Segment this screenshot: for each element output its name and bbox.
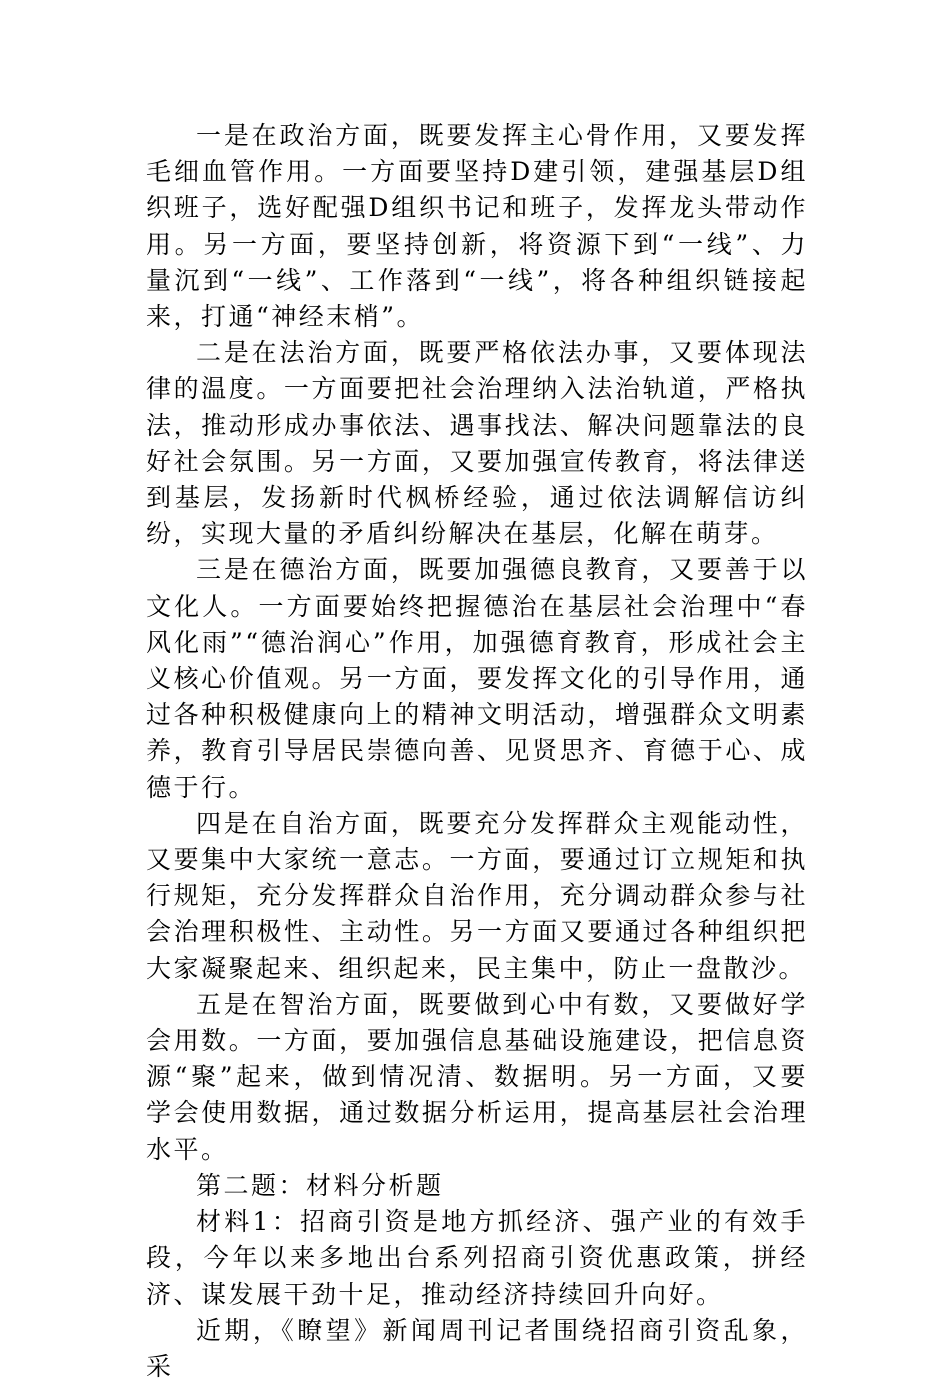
paragraph-rule-of-law: 二是在法治方面，既要严格依法办事，又要体现法律的温度。一方面要把社会治理纳入法治轨道，严格执法，推动形成办事依法、遇事找法、解决问题靠法的良好社会氛围。另一方面，又要加强宣传教育，将法律送到基层，发扬新时代枫桥经验，通过依法调解信访纠纷，实现大量的矛盾纠纷解决在基层，化解在萌芽。	[146, 338, 808, 549]
paragraph-smart-governance: 五是在智治方面，既要做到心中有数，又要做好学会用数。一方面，要加强信息基础设施建设，把信息资源“聚”起来，做到情况清、数据明。另一方面，又要学会使用数据，通过数据分析运用，提高基层社会治理水平。	[146, 989, 808, 1164]
paragraph-political-governance: 一是在政治方面，既要发挥主心骨作用，又要发挥毛细血管作用。一方面要坚持D建引领，建强基层D组织班子，选好配强D组织书记和班子，发挥龙头带动作用。另一方面，要坚持创新，将资源下到“一线”、力量沉到“一线”、工作落到“一线”，将各种组织链接起来，打通“神经末梢”。	[146, 121, 808, 332]
document-body	[146, 118, 808, 1385]
paragraph-self-governance: 四是在自治方面，既要充分发挥群众主观能动性，又要集中大家统一意志。一方面，要通过订立规矩和执行规矩，充分发挥群众自治作用，充分调动群众参与社会治理积极性、主动性。另一方面又要通过各种组织把大家凝聚起来、组织起来，民主集中，防止一盘散沙。	[146, 808, 808, 983]
paragraph-recent-report: 近期，《瞭望》新闻周刊记者围绕招商引资乱象，采	[146, 1315, 808, 1381]
paragraph-material-one: 材料1：招商引资是地方抓经济、强产业的有效手段，今年以来多地出台系列招商引资优惠政策，拼经济、谋发展干劲十足，推动经济持续回升向好。	[146, 1207, 808, 1309]
section-heading-question-two: 第二题：材料分析题	[196, 1170, 444, 1200]
paragraph-rule-of-virtue: 三是在德治方面，既要加强德良教育，又要善于以文化人。一方面要始终把握德治在基层社会治理中“春风化雨”“德治润心”作用，加强德育教育，形成社会主义核心价值观。另一方面，要发挥文化的引导作用，通过各种积极健康向上的精神文明活动，增强群众文明素养，教育引导居民崇德向善、见贤思齐、育德于心、成德于行。	[146, 555, 808, 802]
